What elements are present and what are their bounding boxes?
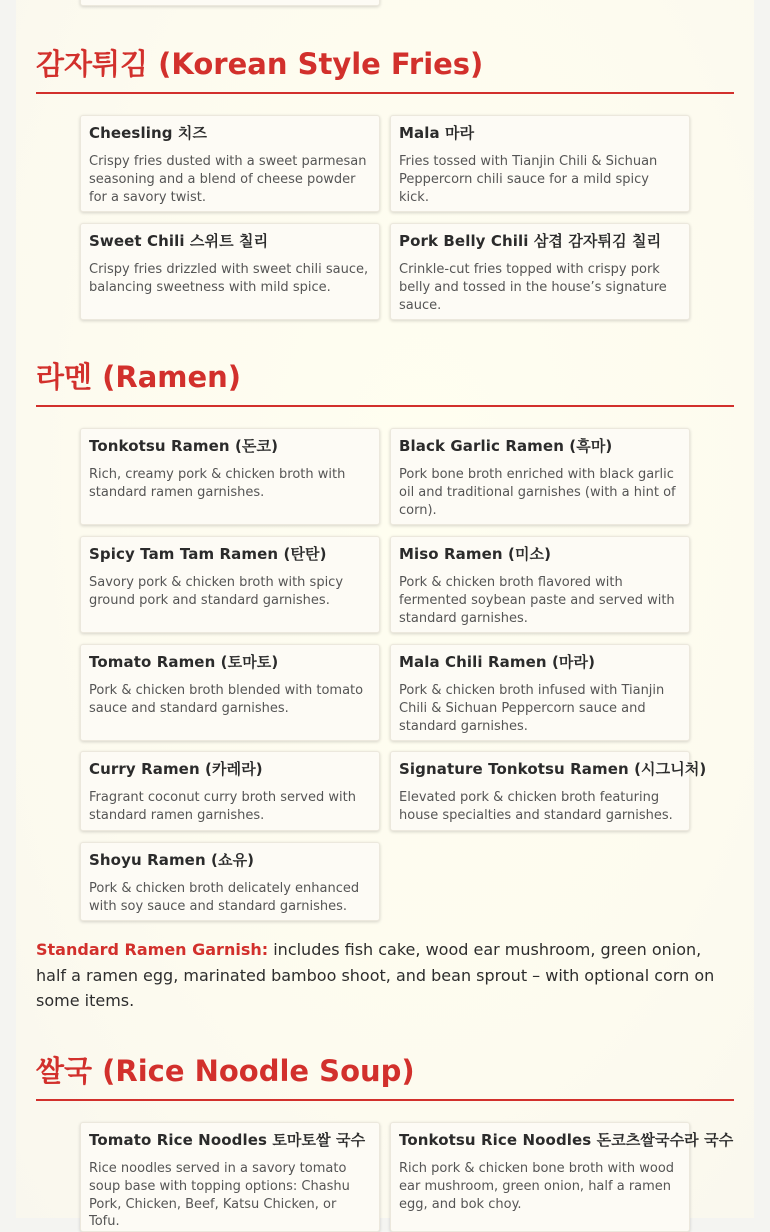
menu-item-name: Pork Belly Chili 삼겹 감자튀김 칠리 bbox=[399, 232, 662, 250]
menu-item-card bbox=[80, 1122, 380, 1232]
garnish-note-text: includes fish cake, wood ear mushroom, green onion, half a ramen egg, marinated bamboo shoot, and bean sprout – with optional corn on some items. bbox=[36, 940, 715, 1010]
menu-item-card bbox=[80, 223, 380, 320]
menu-item-name: Shoyu Ramen (쇼유) bbox=[89, 851, 255, 869]
menu-item-name: Mala Chili Ramen (마라) bbox=[399, 653, 596, 671]
menu-item-name: Spicy Tam Tam Ramen (탄탄) bbox=[89, 545, 327, 563]
ramen-garnish-note bbox=[36, 937, 736, 1014]
menu-item-card bbox=[390, 644, 690, 741]
menu-item-name: Tomato Rice Noodles 토마토쌀 국수 bbox=[89, 1131, 366, 1149]
section-divider bbox=[36, 92, 734, 94]
menu-item-description: Fries tossed with Tianjin Chili & Sichuan Peppercorn chili sauce for a mild spicy kick. bbox=[399, 154, 658, 205]
menu-item-card bbox=[80, 428, 380, 525]
menu-item-name: Black Garlic Ramen (흑마) bbox=[399, 437, 613, 455]
menu-item-description: Rice noodles served in a savory tomato soup base with topping options: Chashu Pork, Chicken, Beef, Katsu Chicken, or Tofu. bbox=[89, 1161, 350, 1230]
menu-item-card bbox=[80, 842, 380, 921]
menu-item-card bbox=[80, 536, 380, 633]
menu-item-card-partial bbox=[80, 0, 380, 6]
menu-item-card bbox=[80, 751, 380, 831]
menu-item-card bbox=[390, 115, 690, 212]
menu-item-name: Cheesling 치즈 bbox=[89, 124, 208, 142]
menu-item-card bbox=[390, 428, 690, 525]
menu-item-name: Tonkotsu Ramen (돈코) bbox=[89, 437, 279, 455]
menu-item-card bbox=[390, 1122, 734, 1232]
menu-item-name: Sweet Chili 스위트 칠리 bbox=[89, 232, 269, 250]
menu-item-name: Signature Tonkotsu Ramen (시그니처) bbox=[399, 760, 707, 778]
menu-item-description: Savory pork & chicken broth with spicy ground pork and standard garnishes. bbox=[89, 575, 344, 608]
menu-item-description: Elevated pork & chicken broth featuring house specialties and standard garnishes. bbox=[399, 790, 673, 823]
menu-item-description: Pork & chicken broth infused with Tianjin Chili & Sichuan Peppercorn sauce and standard garnishes. bbox=[399, 683, 665, 734]
menu-item-description: Pork & chicken broth blended with tomato sauce and standard garnishes. bbox=[89, 683, 364, 716]
menu-item-card bbox=[390, 536, 690, 633]
menu-item-description: Fragrant coconut curry broth served with standard ramen garnishes. bbox=[89, 790, 356, 823]
menu-item-description: Rich, creamy pork & chicken broth with standard ramen garnishes. bbox=[89, 467, 346, 500]
section-divider bbox=[36, 405, 734, 407]
menu-item-description: Pork & chicken broth delicately enhanced with soy sauce and standard garnishes. bbox=[89, 881, 360, 914]
section-title-ramen: 라멘 (Ramen) bbox=[36, 360, 242, 394]
section-divider bbox=[36, 1099, 734, 1101]
menu-item-card bbox=[390, 223, 690, 320]
menu-item-card bbox=[80, 115, 380, 212]
menu-page bbox=[16, 0, 754, 1230]
garnish-note-label: Standard Ramen Garnish: bbox=[36, 940, 269, 959]
menu-item-card bbox=[390, 751, 707, 831]
menu-item-description: Pork & chicken broth flavored with fermented soybean paste and served with standard garnishes. bbox=[399, 575, 675, 626]
menu-item-card bbox=[80, 644, 380, 741]
section-title-fries: 감자튀김 (Korean Style Fries) bbox=[36, 47, 484, 81]
menu-item-description: Pork bone broth enriched with black garlic oil and traditional garnishes (with a hint of corn). bbox=[399, 467, 676, 518]
menu-item-description: Crispy fries dusted with a sweet parmesan seasoning and a blend of cheese powder for a savory twist. bbox=[89, 154, 367, 205]
menu-item-description: Crispy fries drizzled with sweet chili sauce, balancing sweetness with mild spice. bbox=[89, 262, 369, 295]
menu-item-name: Tomato Ramen (토마토) bbox=[89, 653, 279, 671]
menu-item-name: Curry Ramen (카레라) bbox=[89, 760, 263, 778]
menu-item-description: Rich pork & chicken bone broth with wood ear mushroom, green onion, half a ramen egg, and bok choy. bbox=[399, 1161, 675, 1212]
menu-item-name: Mala 마라 bbox=[399, 124, 475, 142]
section-title-rice-noodle: 쌀국 (Rice Noodle Soup) bbox=[36, 1054, 415, 1088]
menu-item-name: Miso Ramen (미소) bbox=[399, 545, 552, 563]
menu-item-name: Tonkotsu Rice Noodles 돈코츠쌀국수라 국수 bbox=[399, 1131, 734, 1149]
menu-item-description: Crinkle-cut fries topped with crispy pork belly and tossed in the house’s signature sauce. bbox=[399, 262, 667, 313]
